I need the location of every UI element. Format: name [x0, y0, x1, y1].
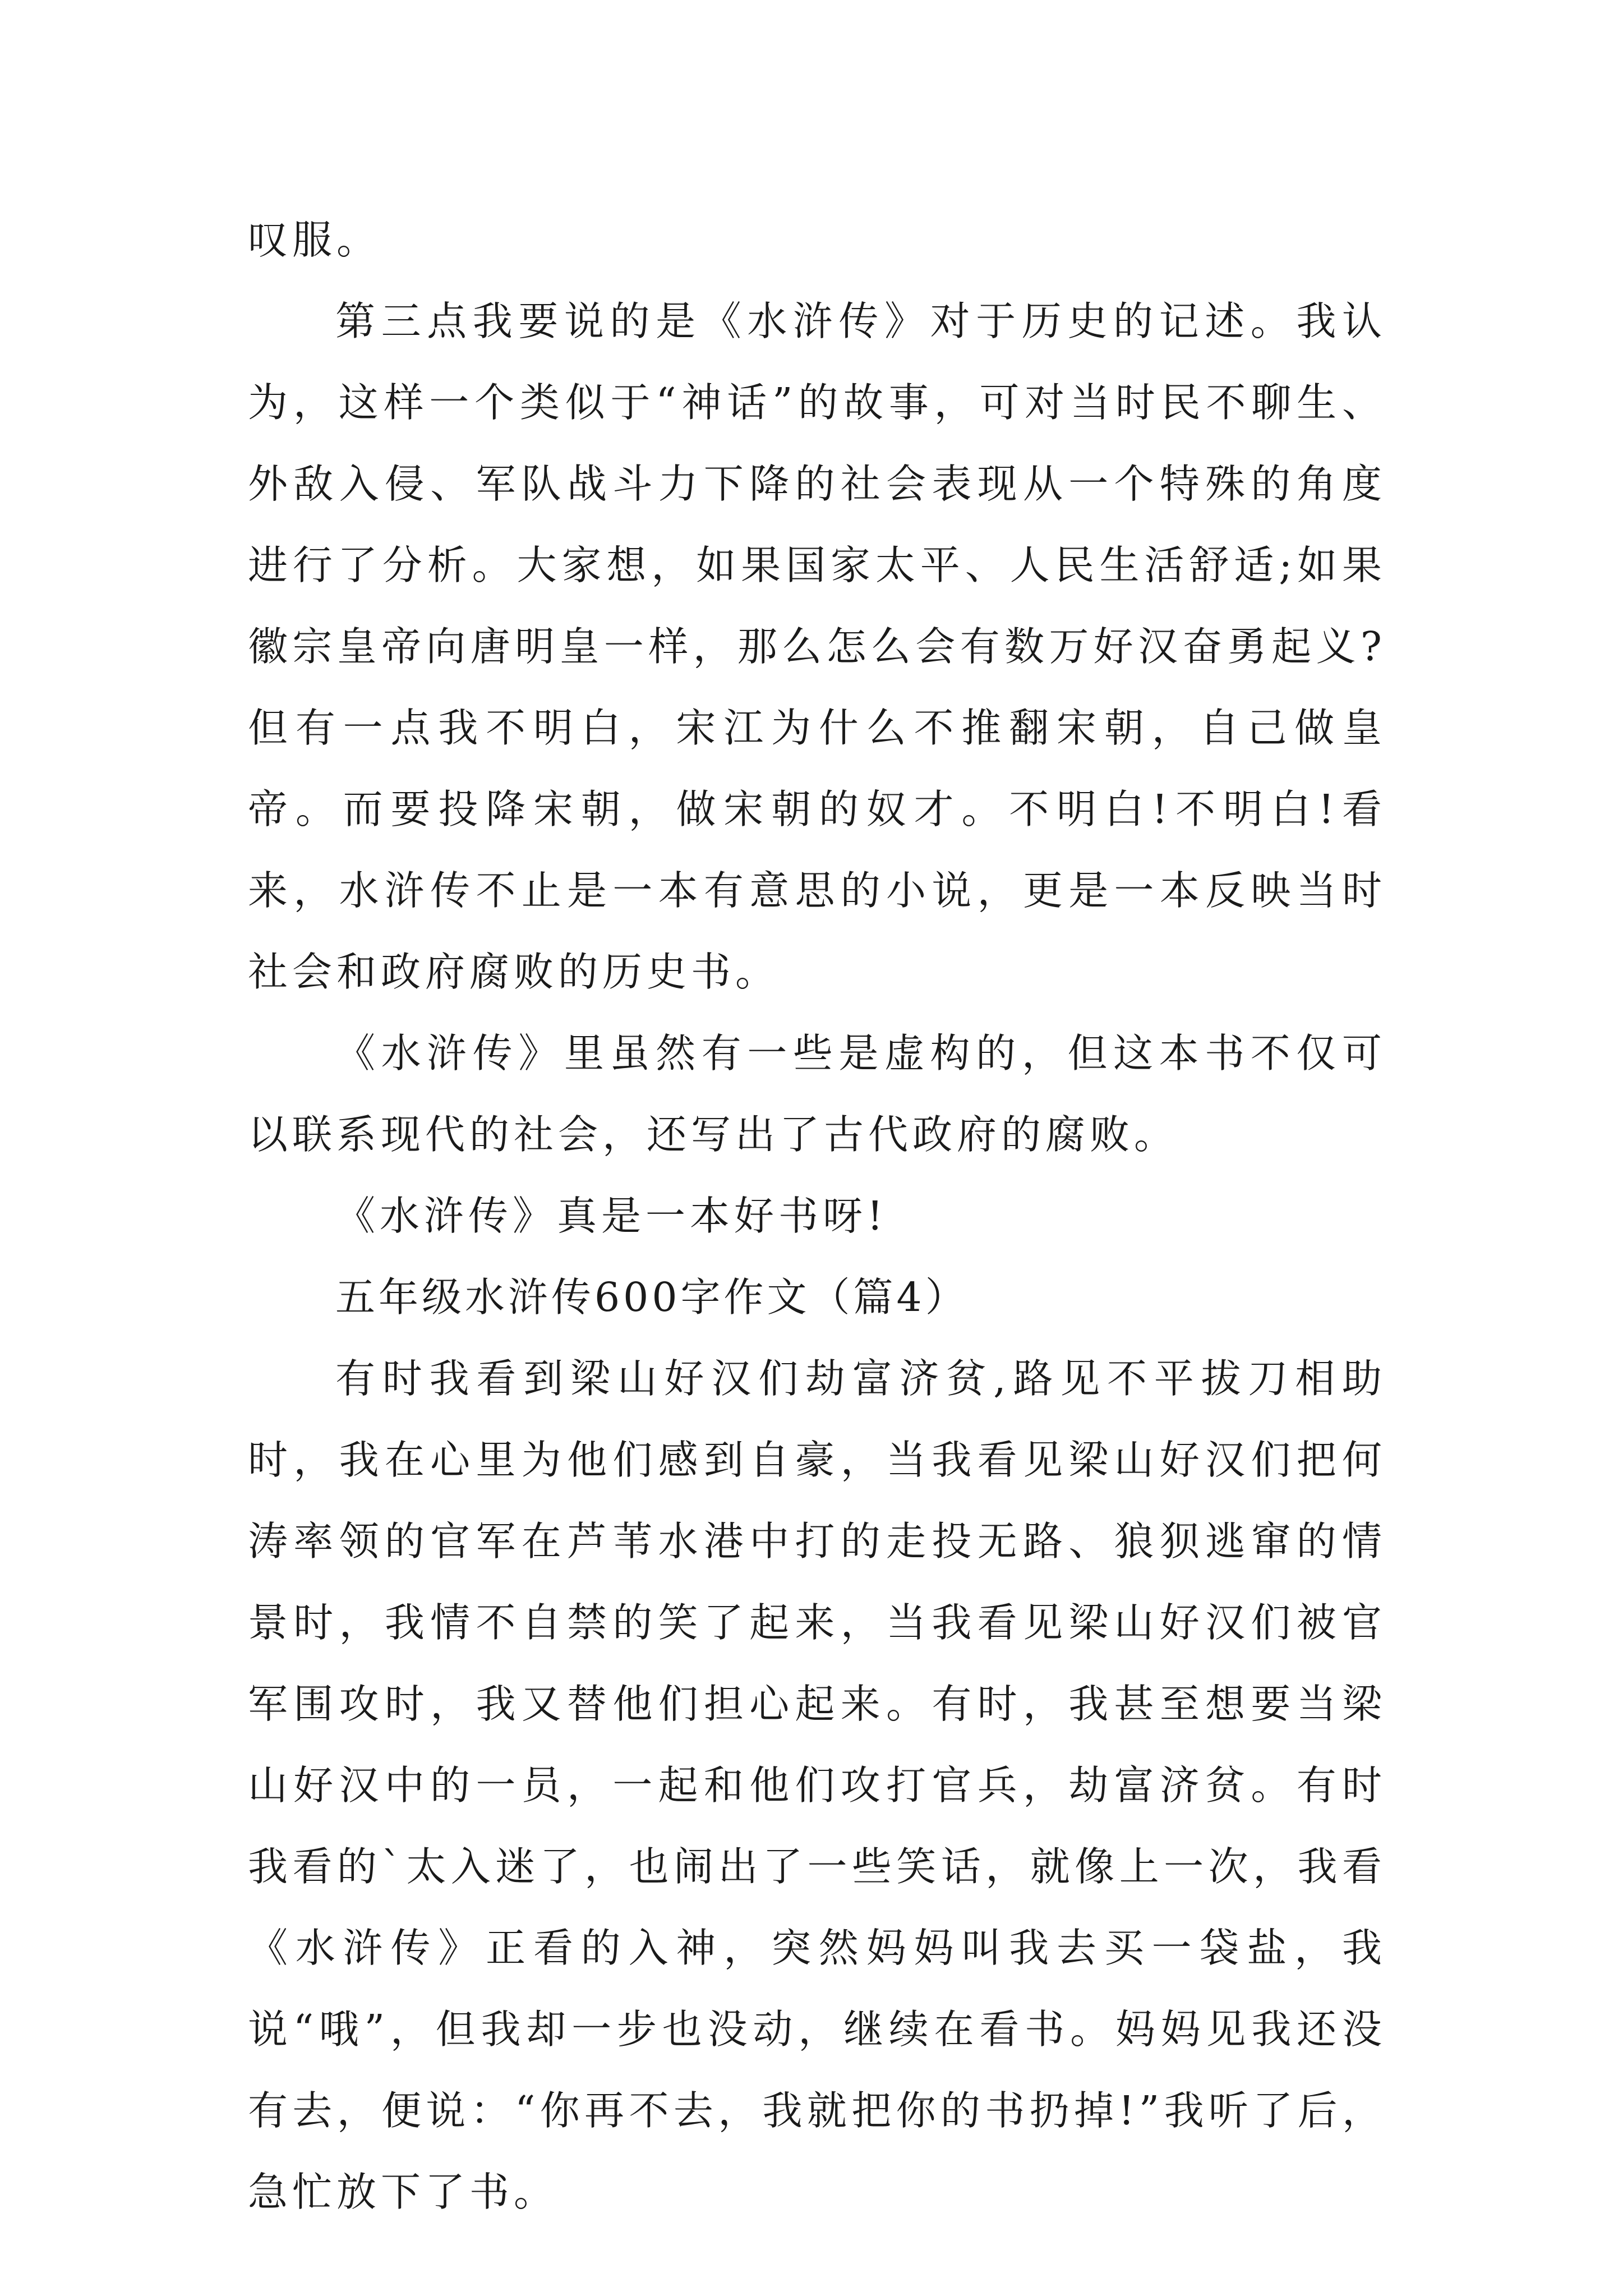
essay-heading: 五年级水浒传600字作文（篇4） [335, 1274, 969, 1320]
paragraph-history: 第三点我要说的是《水浒传》对于历史的记述。我认为，这样一个类似于“神话”的故事，可对当时民不聊生、外敌入侵、军队战斗力下降的社会表现从一个特殊的角度进行了分析。大家想，如果国家太平、人民生活舒适;如果徽宗皇帝向唐明皇一样，那么怎么会有数万好汉奋勇起义?但有一点我不明白，宋江为什么不推翻宋朝，自己做皇帝。而要投降宋朝，做宋朝的奴才。不明白!不明白!看来，水浒传不止是一本有意思的小说，更是一本反映当时社会和政府腐败的历史书。 [248, 298, 1386, 995]
paragraph-reading: 有时我看到梁山好汉们劫富济贫,路见不平拔刀相助时，我在心里为他们感到自豪，当我看见梁山好汉们把何涛率领的官军在芦苇水港中打的走投无路、狼狈逃窜的情景时，我情不自禁的笑了起来，当我看见梁山好汉们被官军围攻时，我又替他们担心起来。有时，我甚至想要当梁山好汉中的一员，一起和他们攻打官兵，劫富济贫。有时我看的`太入迷了，也闹出了一些笑话，就像上一次，我看《水浒传》正看的入神，突然妈妈叫我去买一袋盐，我说“哦”，但我却一步也没动，继续在看书。妈妈见我还没有去，便说：“你再不去，我就把你的书扔掉!”我听了后，急忙放下了书。 [248, 1355, 1386, 2215]
paragraph-fiction: 《水浒传》里虽然有一些是虚构的，但这本书不仅可以联系现代的社会，还写出了古代政府的腐败。 [248, 1030, 1386, 1158]
document-body [248, 199, 1386, 2233]
paragraph-good-book: 《水浒传》真是一本好书呀! [335, 1193, 888, 1239]
paragraph-continuation: 叹服。 [248, 217, 381, 263]
